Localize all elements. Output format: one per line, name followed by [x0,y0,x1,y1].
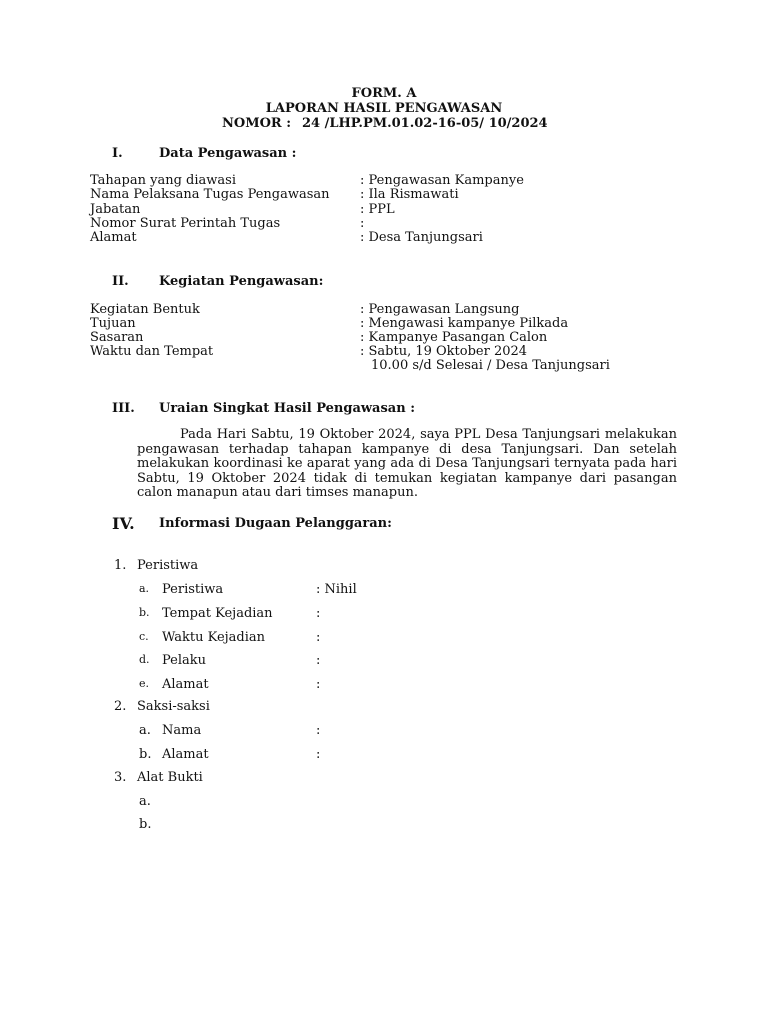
section-3-title: Uraian Singkat Hasil Pengawasan : [159,401,416,416]
sub-item-letter: a. [139,582,150,595]
section-2-extra-line: 10.00 s/d Selesai / Desa Tanjungsari [371,358,610,373]
document-title: LAPORAN HASIL PENGAWASAN [265,101,503,116]
section-1-label: Jabatan [90,202,141,217]
section-2-value: : Mengawasi kampanye Pilkada [360,316,569,331]
sub-item-letter: c. [139,630,149,643]
sub-item-letter: e. [139,677,150,690]
sub-item-value: : Nihil [316,582,357,597]
item-label: Alat Bukti [137,770,203,785]
form-label: FORM. A [351,86,417,101]
sub-item-letter: b. [139,606,150,619]
sub-item-letter: a. [139,723,151,738]
sub-item-letter: b. [139,747,152,762]
section-3-paragraph: Pada Hari Sabtu, 19 Oktober 2024, saya PPL Desa Tanjungsari melakukan pengawasan terhadap tahapan kampanye di desa Tanjungsari. Dan setelah melakukan koordinasi ke aparat yang ada di Desa Tanjungsari ternyata pada hari Sabtu, 19 Oktober 2024 tidak di temukan kegiatan kampanye dari pasangan calon manapun atau dari timses manapun. [137,427,677,500]
item-label: Saksi-saksi [137,699,210,714]
section-1-value: : PPL [360,202,395,217]
section-2-label: Kegiatan Bentuk [90,302,200,317]
section-1-label: Nama Pelaksana Tugas Pengawasan [90,187,330,202]
sub-item-value: : [316,747,321,762]
section-2-value: : Pengawasan Langsung [360,302,520,317]
section-1-number: I. [112,146,123,161]
section-1-value: : Pengawasan Kampanye [360,173,524,188]
sub-item-label: Alamat [162,747,209,762]
item-number: 3. [114,770,127,785]
item-number: 2. [114,699,127,714]
section-1-value: : [360,216,365,231]
nomor-value: 24 /LHP.PM.01.02-16-05/ 10/2024 [302,116,548,131]
sub-item-label: Tempat Kejadian [162,606,273,621]
section-4-number: IV. [112,514,135,533]
sub-item-value: : [316,606,321,621]
sub-item-letter: d. [139,653,150,666]
section-2-label: Sasaran [90,330,144,345]
section-2-value: : Kampanye Pasangan Calon [360,330,548,345]
sub-item-label: Waktu Kejadian [162,630,266,645]
sub-item-letter: b. [139,817,152,832]
section-1-label: Tahapan yang diawasi [90,173,236,188]
section-2-label: Tujuan [90,316,136,331]
sub-item-value: : [316,677,321,692]
sub-item-label: Alamat [162,677,209,692]
nomor-label: NOMOR : [222,116,292,131]
section-1-value: : Ila Rismawati [360,187,459,202]
section-1-label: Alamat [90,230,137,245]
section-1-label: Nomor Surat Perintah Tugas [90,216,281,231]
section-2-title: Kegiatan Pengawasan: [159,274,324,289]
section-3-number: III. [112,401,135,416]
section-2-label: Waktu dan Tempat [90,344,214,359]
section-1-value: : Desa Tanjungsari [360,230,483,245]
sub-item-label: Peristiwa [162,582,224,597]
sub-item-value: : [316,630,321,645]
sub-item-value: : [316,653,321,668]
section-1-title: Data Pengawasan : [159,146,297,161]
item-label: Peristiwa [137,558,199,573]
sub-item-label: Nama [162,723,202,738]
section-4-title: Informasi Dugaan Pelanggaran: [159,516,392,531]
item-number: 1. [114,558,127,573]
section-2-value: : Sabtu, 19 Oktober 2024 [360,344,528,359]
sub-item-letter: a. [139,794,151,809]
sub-item-label: Pelaku [162,653,207,668]
sub-item-value: : [316,723,321,738]
section-2-number: II. [112,274,129,289]
